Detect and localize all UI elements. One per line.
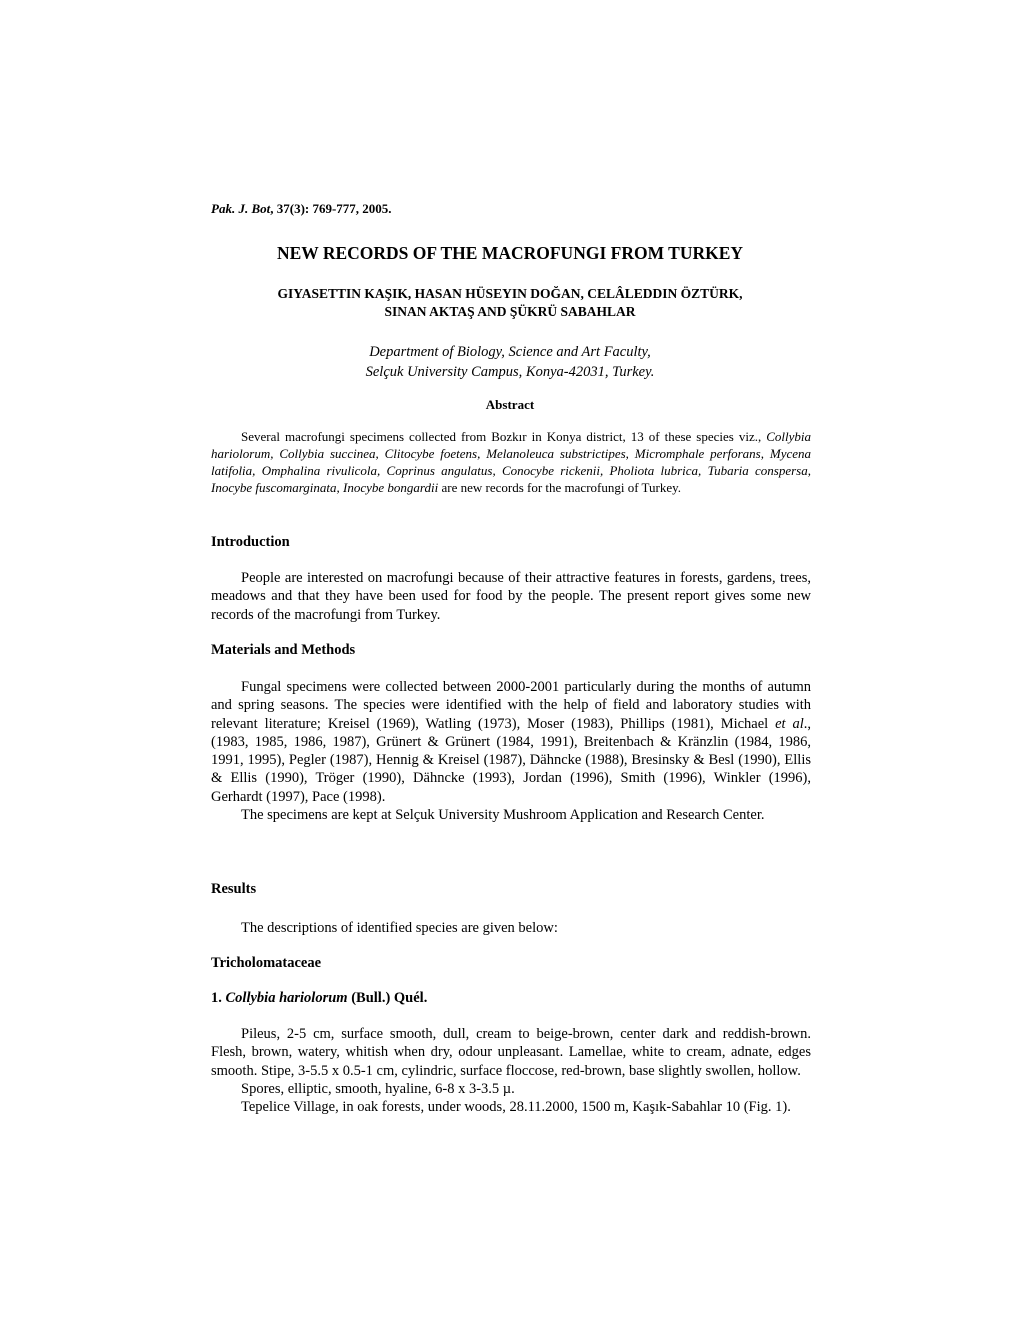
journal-citation — [211, 201, 392, 217]
species-name: Collybia hariolorum — [225, 990, 348, 1006]
species-paragraph-1: Pileus, 2-5 cm, surface smooth, dull, cream to beige-brown, center dark and reddish-brown. Flesh, brown, watery, whitish when dry, odour unpleasant. Lamellae, white to cream, adnate, edges smooth. Stipe, 3-5.5 x 0.5-1 cm, cylindric, surface floccose, red-brown, base slightly swollen, hollow. — [211, 1026, 811, 1079]
abstract-lead: Several macrofungi specimens collected from Bozkır in Konya district, 13 of these species viz., — [241, 429, 767, 444]
et-al: et al — [775, 715, 804, 732]
introduction-heading: Introduction — [211, 534, 290, 550]
abstract-species: Collybia hariolorum, Collybia succinea, Clitocybe foetens, Melanoleuca substrictipes, Micromphale perforans, Mycena latifolia, Omphalina rivulicola, Coprinus angulatus, Conocybe rickenii, Pholiota lubrica, Tubaria conspersa, Inocybe fuscomarginata, Inocybe bongardii — [211, 429, 811, 495]
species-paragraph-3: Tepelice Village, in oak forests, under woods, 28.11.2000, 1500 m, Kaşık-Sabahlar 10 (Fig. 1). — [241, 1099, 791, 1116]
species-heading — [211, 990, 427, 1007]
results-text: The descriptions of identified species are given below: — [241, 920, 558, 936]
methods-text-b: ., (1983, 1985, 1986, 1987), Grünert & Grünert (1984, 1991), Breitenbach & Kränzlin (1984, 1986, 1991, 1995), Pegler (1987), Hennig & Kreisel (1987), Dähncke (1988), Bresinsky & Besl (1990), Ellis & Ellis (1990), Tröger (1990), Dähncke (1993), Jordan (1996), Smith (1996), Winkler (1996), Gerhardt (1997), Pace (1998). — [211, 715, 812, 805]
author-line-1: GIYASETTIN KAŞIK, HASAN HÜSEYIN DOĞAN, CELÂLEDDIN ÖZTÜRK, — [277, 286, 743, 301]
journal-name: Pak. J. Bot — [211, 201, 271, 216]
affiliation-line-1: Department of Biology, Science and Art Faculty, — [369, 344, 651, 360]
family-heading: Tricholomataceae — [211, 955, 322, 971]
abstract-tail: are new records for the macrofungi of Turkey. — [438, 480, 682, 495]
abstract-heading: Abstract — [485, 397, 535, 412]
abstract-text — [211, 428, 811, 496]
species-description — [211, 1025, 811, 1116]
methods-text-a: Fungal specimens were collected between 2000-2001 particularly during the months of autumn and spring seasons. The species were identified with the help of field and laboratory studies with relevant literature; Kreisel (1969), Watling (1973), Moser (1983), Phillips (1981), Michael — [211, 679, 811, 732]
paper-title: NEW RECORDS OF THE MACROFUNGI FROM TURKEY — [276, 243, 744, 263]
affiliation-line-2: Selçuk University Campus, Konya-42031, Turkey. — [365, 364, 655, 380]
results-heading: Results — [211, 881, 257, 897]
author-line-2: SINAN AKTAŞ AND ŞÜKRÜ SABAHLAR — [384, 304, 636, 319]
methods-text — [211, 678, 811, 824]
author-list — [0, 285, 1020, 321]
species-author: (Bull.) Quél. — [347, 990, 428, 1006]
affiliation — [0, 342, 1020, 382]
methods-heading: Materials and Methods — [211, 642, 356, 658]
species-number: 1. — [211, 990, 226, 1006]
methods-paragraph-1 — [211, 678, 811, 806]
species-paragraph-2: Spores, elliptic, smooth, hyaline, 6-8 x 3-3.5 µ. — [241, 1080, 515, 1097]
introduction-text: People are interested on macrofungi because of their attractive features in forests, gardens, trees, meadows and that they have been used for food by the people. The present report gives some new records of the macrofungi from Turkey. — [211, 570, 811, 623]
methods-paragraph-2: The specimens are kept at Selçuk University Mushroom Application and Research Center. — [241, 807, 765, 824]
journal-volume: , 37(3): 769-777, 2005. — [270, 201, 392, 216]
